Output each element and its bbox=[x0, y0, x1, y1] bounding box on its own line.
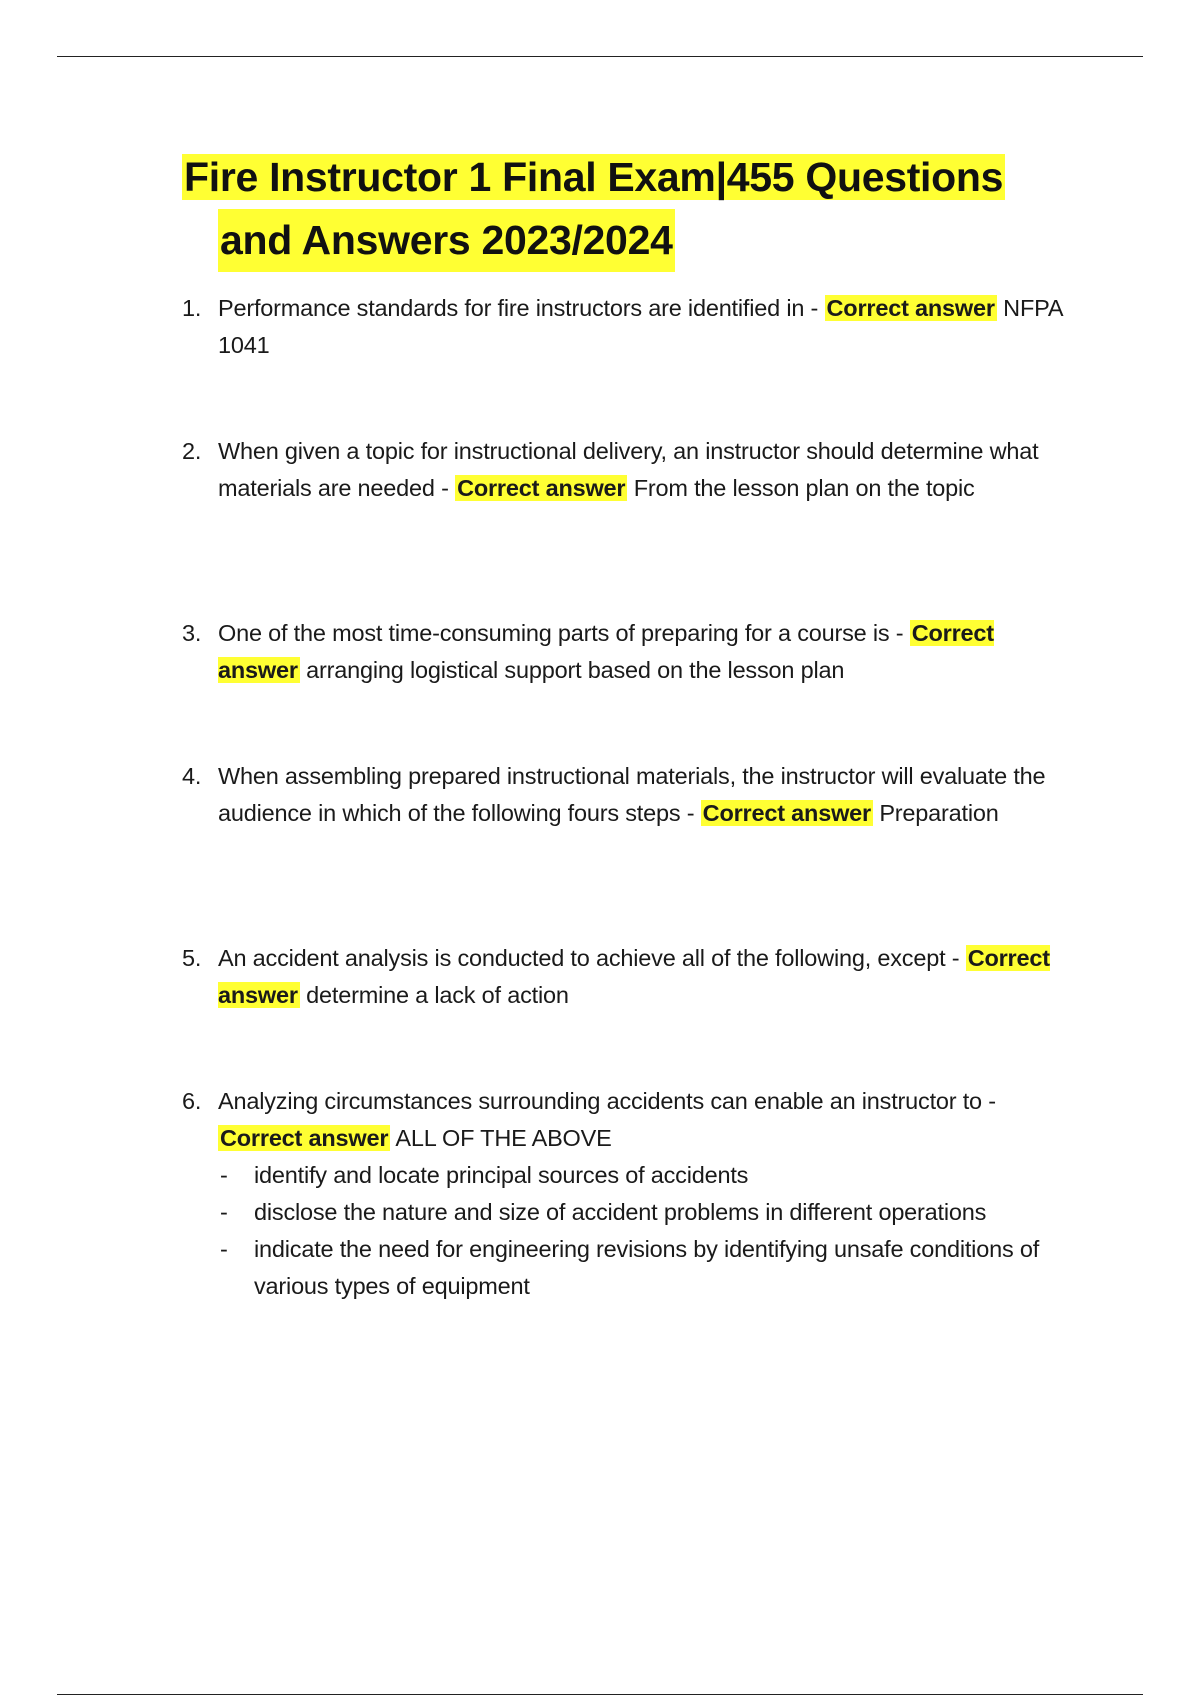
correct-answer-label: Correct answer bbox=[826, 295, 995, 321]
question-text: Analyzing circumstances surrounding accidents can enable an instructor to - bbox=[218, 1088, 996, 1114]
bullet-text: identify and locate principal sources of accidents bbox=[254, 1162, 749, 1188]
dash-bullet: - bbox=[220, 1199, 228, 1225]
correct-answer-label: Correct answer bbox=[702, 800, 871, 826]
list-item bbox=[182, 1157, 1082, 1194]
bullet-text: disclose the nature and size of accident problems in different operations bbox=[254, 1199, 987, 1225]
qa-item-6 bbox=[182, 1083, 1082, 1305]
answer-bullet-list bbox=[182, 1157, 1082, 1305]
item-number: 4. bbox=[182, 763, 202, 789]
page-title bbox=[182, 146, 1082, 272]
answer-text: ALL OF THE ABOVE bbox=[395, 1125, 612, 1151]
qa-item-4 bbox=[182, 758, 1082, 832]
list-item bbox=[182, 1194, 1082, 1231]
answer-text: NFPA 1041 bbox=[218, 295, 1063, 358]
question-text: An accident analysis is conducted to achieve all of the following, except - bbox=[218, 945, 966, 971]
correct-answer-label: Correct answer bbox=[218, 945, 1050, 1008]
question-text: Performance standards for fire instructors are identified in - bbox=[218, 295, 825, 321]
answer-text: From the lesson plan on the topic bbox=[633, 475, 975, 501]
dash-bullet: - bbox=[220, 1236, 228, 1262]
qa-item-3 bbox=[182, 615, 1082, 689]
correct-answer-label: Correct answer bbox=[220, 1125, 389, 1151]
list-item bbox=[182, 1231, 1082, 1305]
footer-rule bbox=[57, 1694, 1143, 1695]
correct-answer-label: Correct answer bbox=[218, 620, 994, 683]
qa-item-5 bbox=[182, 940, 1082, 1014]
question-text: When given a topic for instructional delivery, an instructor should determine what materials are needed - bbox=[218, 438, 1039, 501]
qa-item-2 bbox=[182, 433, 1082, 507]
correct-answer-label: Correct answer bbox=[457, 475, 626, 501]
title-line-2: and Answers 2023/2024 bbox=[218, 209, 675, 272]
question-text: When assembling prepared instructional materials, the instructor will evaluate the audience in which of the following fours steps - bbox=[218, 763, 1046, 826]
answer-text: arranging logistical support based on the lesson plan bbox=[306, 657, 845, 683]
dash-bullet: - bbox=[220, 1162, 228, 1188]
item-number: 3. bbox=[182, 620, 202, 646]
item-number: 5. bbox=[182, 945, 202, 971]
item-number: 1. bbox=[182, 295, 202, 321]
item-number: 2. bbox=[182, 438, 202, 464]
answer-text: Preparation bbox=[879, 800, 999, 826]
answer-text: determine a lack of action bbox=[306, 982, 569, 1008]
title-line-1: Fire Instructor 1 Final Exam|455 Questions bbox=[184, 154, 1004, 200]
qa-item-1 bbox=[182, 290, 1082, 364]
item-number: 6. bbox=[182, 1088, 202, 1114]
header-rule bbox=[57, 56, 1143, 57]
bullet-text: indicate the need for engineering revisions by identifying unsafe conditions of various types of equipment bbox=[254, 1236, 1040, 1299]
question-text: One of the most time-consuming parts of preparing for a course is - bbox=[218, 620, 910, 646]
